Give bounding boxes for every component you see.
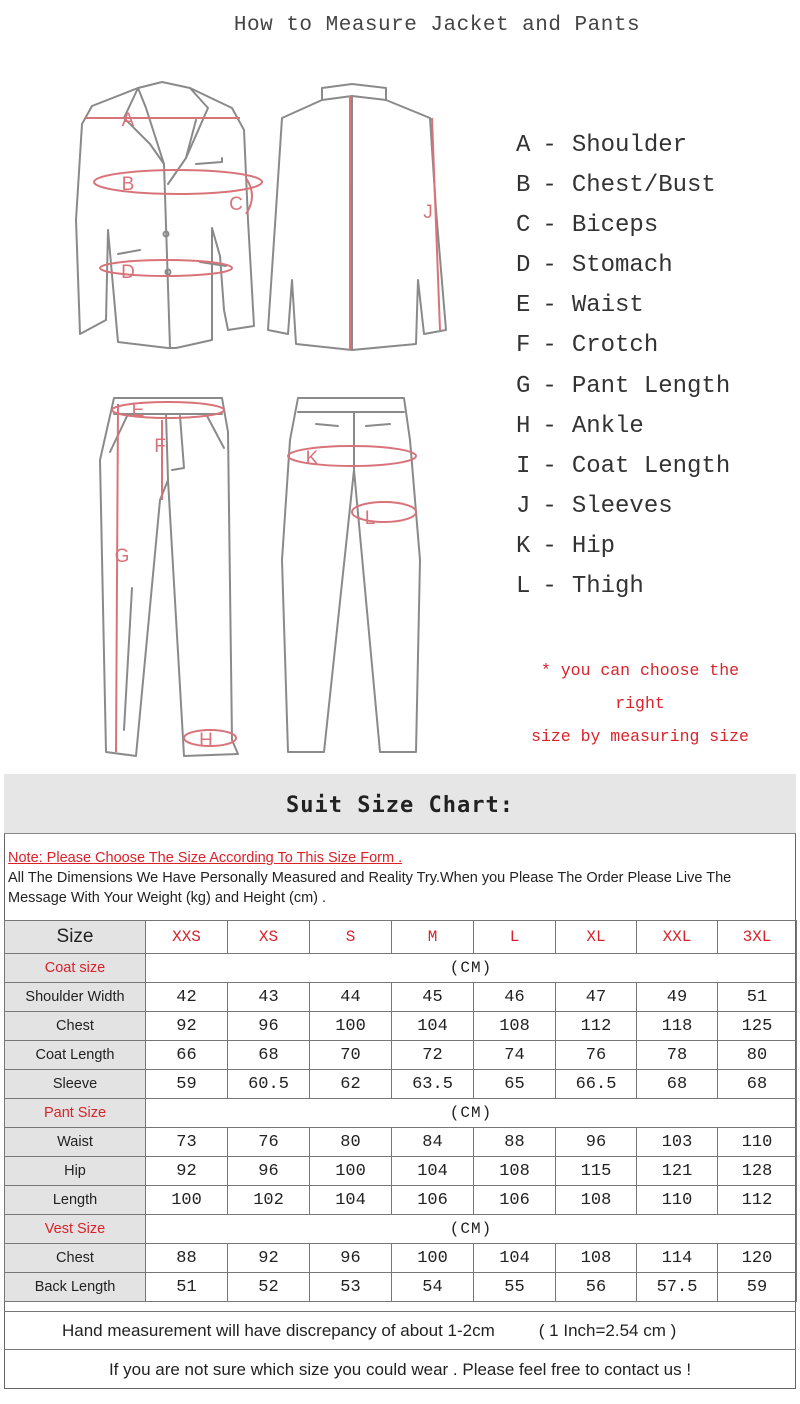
table-cell: 104: [474, 1244, 556, 1273]
table-cell: 80: [310, 1128, 392, 1157]
section-row-vest: [5, 1215, 797, 1244]
pants-back-drawing: [282, 398, 420, 752]
discrepancy-footer: [4, 1311, 796, 1349]
table-cell: 44: [310, 983, 392, 1012]
table-cell: 120: [718, 1244, 797, 1273]
diagram-label-g: G: [114, 546, 130, 567]
size-col-header: XL: [556, 921, 637, 954]
table-cell: 65: [474, 1070, 556, 1099]
measure-note-line: * you can choose the right: [540, 661, 740, 713]
table-cell: 70: [310, 1041, 392, 1070]
table-cell: 52: [228, 1273, 310, 1302]
table-cell: 60.5: [228, 1070, 310, 1099]
table-cell: 88: [146, 1244, 228, 1273]
table-cell: 110: [718, 1128, 797, 1157]
table-cell: 92: [146, 1157, 228, 1186]
diagram-label-h: H: [199, 730, 213, 751]
legend-item: C - Biceps: [516, 212, 659, 240]
size-col-header: S: [310, 921, 392, 954]
size-col-header: XS: [228, 921, 310, 954]
row-label: Chest: [5, 1012, 146, 1041]
legend-item: F - Crotch: [516, 332, 659, 360]
legend-item: E - Waist: [516, 292, 644, 320]
section-label: Pant Size: [5, 1099, 146, 1128]
jacket-front-drawing: [76, 82, 254, 348]
table-cell: 106: [392, 1186, 474, 1215]
unit-label: (CM): [146, 1099, 797, 1128]
row-label: Back Length: [5, 1273, 146, 1302]
diagram-label-f: F: [154, 436, 166, 457]
diagram-label-k: K: [305, 448, 319, 469]
table-cell: 100: [310, 1157, 392, 1186]
table-cell: 114: [637, 1244, 718, 1273]
table-cell: 49: [637, 983, 718, 1012]
table-cell: 92: [228, 1244, 310, 1273]
diagram-label-l: L: [364, 508, 376, 529]
table-cell: 54: [392, 1273, 474, 1302]
table-cell: 108: [556, 1244, 637, 1273]
table-cell: 92: [146, 1012, 228, 1041]
row-label: Length: [5, 1186, 146, 1215]
table-cell: 112: [556, 1012, 637, 1041]
size-notice-text: All The Dimensions We Have Personally Measured and Reality Try.When you Please The Order Please Live The Message With Your Weight (kg) and Height (cm) .: [8, 870, 732, 906]
row-label: Shoulder Width: [5, 983, 146, 1012]
unit-label: (CM): [146, 954, 797, 983]
table-cell: 102: [228, 1186, 310, 1215]
table-cell: 76: [556, 1041, 637, 1070]
legend-item: H - Ankle: [516, 412, 644, 440]
table-cell: 45: [392, 983, 474, 1012]
size-notice-red: Note: Please Choose The Size According To This Size Form .: [8, 850, 403, 866]
table-cell: 66: [146, 1041, 228, 1070]
table-row: [5, 1012, 797, 1041]
table-cell: 108: [474, 1012, 556, 1041]
size-header-row: [5, 921, 797, 954]
table-cell: 53: [310, 1273, 392, 1302]
table-cell: 100: [310, 1012, 392, 1041]
legend-item: J - Sleeves: [516, 492, 673, 520]
page-title: How to Measure Jacket and Pants: [233, 14, 641, 37]
diagram-label-e: E: [131, 400, 145, 421]
table-cell: 115: [556, 1157, 637, 1186]
legend-item: L - Thigh: [516, 573, 644, 601]
table-cell: 56: [556, 1273, 637, 1302]
table-cell: 128: [718, 1157, 797, 1186]
table-cell: 104: [310, 1186, 392, 1215]
table-cell: 62: [310, 1070, 392, 1099]
row-label: Waist: [5, 1128, 146, 1157]
size-col-header: 3XL: [718, 921, 797, 954]
section-label: Vest Size: [5, 1215, 146, 1244]
diagram-label-c: C: [229, 194, 243, 215]
table-cell: 51: [718, 983, 797, 1012]
table-cell: 68: [637, 1070, 718, 1099]
legend-item: D - Stomach: [516, 252, 673, 280]
legend-item: B - Chest/Bust: [516, 172, 716, 200]
contact-footer: If you are not sure which size you could wear . Please feel free to contact us !: [4, 1349, 796, 1389]
table-cell: 43: [228, 983, 310, 1012]
table-cell: 96: [228, 1012, 310, 1041]
table-cell: 96: [228, 1157, 310, 1186]
table-cell: 42: [146, 983, 228, 1012]
row-label: Coat Length: [5, 1041, 146, 1070]
table-cell: 66.5: [556, 1070, 637, 1099]
table-cell: 96: [310, 1244, 392, 1273]
size-table: [4, 920, 797, 1302]
table-cell: 46: [474, 983, 556, 1012]
size-col-header: XXS: [146, 921, 228, 954]
table-cell: 108: [556, 1186, 637, 1215]
size-col-header: M: [392, 921, 474, 954]
table-cell: 118: [637, 1012, 718, 1041]
section-row-pant: [5, 1099, 797, 1128]
table-cell: 84: [392, 1128, 474, 1157]
table-cell: 104: [392, 1012, 474, 1041]
discrepancy-text: Hand measurement will have discrepancy of about 1-2cm: [62, 1320, 495, 1340]
diagram-label-i: I: [347, 180, 353, 201]
table-cell: 125: [718, 1012, 797, 1041]
legend-item: K - Hip: [516, 532, 616, 560]
table-cell: 103: [637, 1128, 718, 1157]
jacket-back-drawing: [268, 84, 446, 350]
table-cell: 47: [556, 983, 637, 1012]
diagram-label-a: A: [121, 110, 135, 131]
table-cell: 76: [228, 1128, 310, 1157]
table-row: [5, 1157, 797, 1186]
table-cell: 121: [637, 1157, 718, 1186]
table-cell: 72: [392, 1041, 474, 1070]
unit-label: (CM): [146, 1215, 797, 1244]
table-cell: 88: [474, 1128, 556, 1157]
table-cell: 104: [392, 1157, 474, 1186]
table-cell: 68: [718, 1070, 797, 1099]
table-cell: 100: [146, 1186, 228, 1215]
row-label: Sleeve: [5, 1070, 146, 1099]
table-cell: 74: [474, 1041, 556, 1070]
table-cell: 110: [637, 1186, 718, 1215]
table-cell: 59: [146, 1070, 228, 1099]
section-label: Coat size: [5, 954, 146, 983]
row-label: Chest: [5, 1244, 146, 1273]
table-cell: 100: [392, 1244, 474, 1273]
inch-conversion: ( 1 Inch=2.54 cm ): [538, 1320, 677, 1340]
section-row-coat: [5, 954, 797, 983]
size-col-header: XXL: [637, 921, 718, 954]
table-row: [5, 1070, 797, 1099]
diagram-label-j: J: [423, 202, 433, 223]
table-cell: 106: [474, 1186, 556, 1215]
table-row: [5, 1244, 797, 1273]
size-chart-title: Suit Size Chart:: [4, 774, 796, 834]
table-cell: 112: [718, 1186, 797, 1215]
table-cell: 57.5: [637, 1273, 718, 1302]
measurement-legend: [516, 126, 730, 607]
size-col-header: L: [474, 921, 556, 954]
table-row: [5, 983, 797, 1012]
table-cell: 78: [637, 1041, 718, 1070]
measure-note: [512, 654, 768, 753]
table-cell: 80: [718, 1041, 797, 1070]
table-row: [5, 1041, 797, 1070]
table-cell: 108: [474, 1157, 556, 1186]
table-cell: 73: [146, 1128, 228, 1157]
table-cell: 59: [718, 1273, 797, 1302]
pants-front-drawing: [100, 398, 238, 756]
table-row: [5, 1128, 797, 1157]
diagram-label-d: D: [121, 262, 135, 283]
row-label: Hip: [5, 1157, 146, 1186]
table-cell: 55: [474, 1273, 556, 1302]
size-header-label: Size: [5, 921, 146, 954]
table-cell: 68: [228, 1041, 310, 1070]
legend-item: A - Shoulder: [516, 132, 688, 159]
table-row: [5, 1186, 797, 1215]
table-cell: 63.5: [392, 1070, 474, 1099]
table-cell: 96: [556, 1128, 637, 1157]
garment-diagram: [60, 70, 480, 770]
table-cell: 51: [146, 1273, 228, 1302]
legend-item: G - Pant Length: [516, 372, 731, 400]
table-row: [5, 1273, 797, 1302]
size-chart: [0, 774, 800, 1395]
measure-note-line: size by measuring size: [531, 727, 749, 746]
diagram-label-b: B: [121, 174, 135, 195]
size-notice: [8, 848, 793, 908]
legend-item: I - Coat Length: [516, 452, 731, 480]
